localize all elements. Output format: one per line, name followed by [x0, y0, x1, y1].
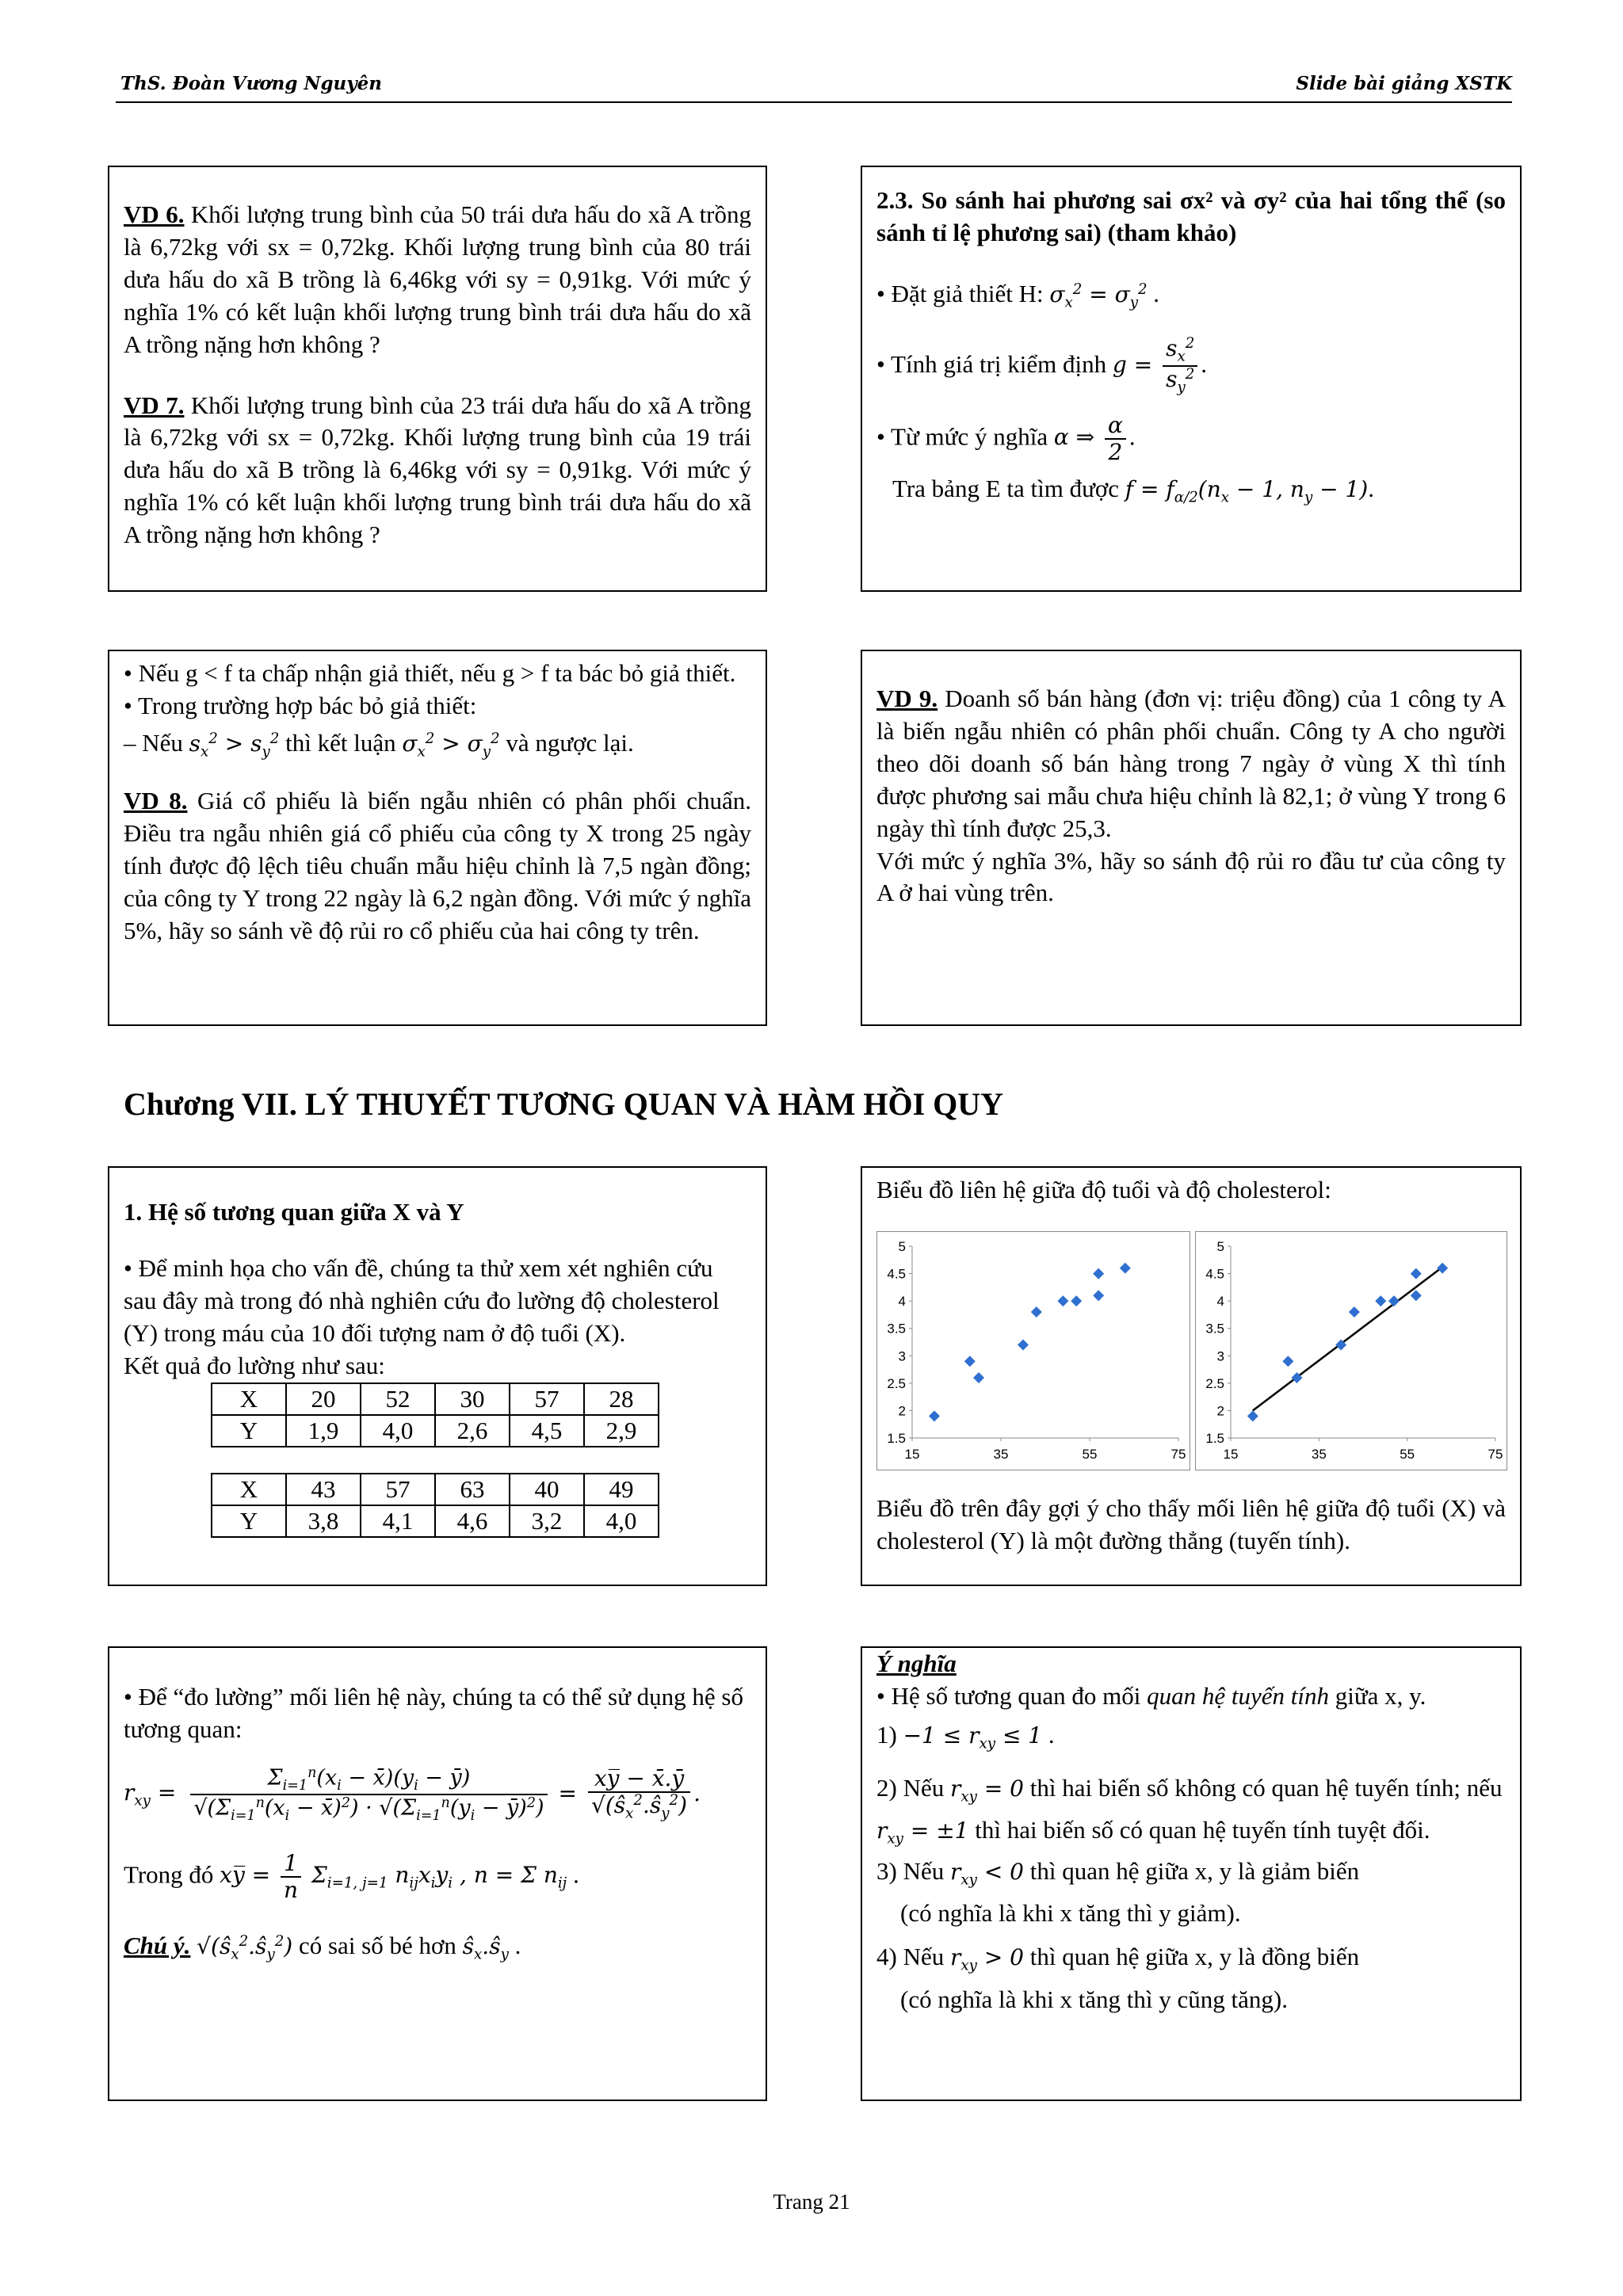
- y-tick-label: 1.5: [887, 1431, 906, 1446]
- r-zero-formula: $r_{xy} = 0$: [949, 1775, 1024, 1806]
- data-point: [1018, 1339, 1029, 1350]
- y-tick-label: 3.5: [887, 1321, 906, 1337]
- correlation-fraction: $\frac{\Sigma_{i=1}^n(x_i - x̄)(y_i - ȳ)}{√(\Sigma_{i=1}^n(x_i - x̄)^2) \cdot √(\Sigma_{i=1}^n(y_i - ȳ)^2)}$: [190, 1765, 547, 1824]
- x-tick-label: 75: [1487, 1447, 1503, 1462]
- vd6-text: Khối lượng trung bình của 50 trái dưa hấu do xã A trồng là 6,72kg với sx = 0,72kg. Khối lượng trung bình của 80 trái dưa hấu do xã B trồng là 6,46kg với sy = 0,91kg. Với mức ý nghĩa 1% có kết luận khối lượng trung bình trái dưa hấu do xã A trồng nặng hơn không ?: [124, 200, 752, 358]
- box-correlation-formula: [108, 1646, 767, 2101]
- vd9-label: VD 9.: [876, 685, 938, 712]
- table-cell: 4,6: [435, 1505, 510, 1537]
- meaning-l1a: • Hệ số tương quan đo mối: [876, 1681, 1148, 1710]
- box-meaning: [861, 1646, 1522, 2101]
- scatter-chart-1-frame: [876, 1231, 1190, 1470]
- table-cell: 4,5: [510, 1415, 584, 1447]
- data-point: [1247, 1410, 1258, 1421]
- data-point: [1375, 1295, 1386, 1306]
- vd9-paragraph: [876, 683, 1506, 845]
- x-tick-label: 75: [1170, 1447, 1186, 1462]
- alpha-label: • Từ mức ý nghĩa: [876, 422, 1048, 451]
- meaning-line-4b: (có nghĩa là khi x tăng thì y giảm).: [900, 1899, 1241, 1928]
- reject-conclusion: [124, 727, 751, 761]
- meaning-line-4: [876, 1855, 1506, 1890]
- data-point: [973, 1372, 984, 1383]
- y-tick-label: 1.5: [1205, 1431, 1224, 1446]
- meaning-l1c: giữa x, y.: [1328, 1681, 1426, 1710]
- data-point: [1349, 1306, 1360, 1318]
- data-point: [1411, 1290, 1422, 1301]
- r-one-formula: $r_{xy} = \pm 1$: [876, 1817, 969, 1847]
- r-positive-formula: $r_{xy} > 0$: [949, 1944, 1024, 1974]
- vd7-label: VD 7.: [124, 391, 185, 419]
- data-point: [1120, 1263, 1131, 1274]
- table-cell: 57: [510, 1383, 584, 1415]
- vd7-paragraph: [124, 390, 751, 552]
- mean-xy-formula: xy̅ = $\frac{1}{n}$ $\Sigma_{i=1, j=1}$ $n_{ij}x_iy_i$ , n = Σ $n_{ij}$: [220, 1849, 567, 1903]
- data-point: [1031, 1306, 1042, 1318]
- meaning-title: Ý nghĩa: [876, 1650, 957, 1677]
- table-cell: 40: [510, 1474, 584, 1505]
- data-table-1: [211, 1383, 659, 1447]
- table-row: [212, 1505, 659, 1537]
- data-point: [1411, 1268, 1422, 1280]
- box-variance-comparison: [861, 166, 1522, 592]
- decision-rule: • Nếu g < f ta chấp nhận giả thiết, nếu g > f ta bác bỏ giả thiết.: [124, 659, 736, 687]
- meaning-l3b: thì hai biến số không có quan hệ tuyến tính; nếu: [1029, 1774, 1503, 1802]
- where-label: Trong đó: [124, 1860, 214, 1889]
- box-vd9: [861, 650, 1522, 1026]
- alpha-formula: α ⇒ $\frac{\alpha}{2}$: [1054, 424, 1129, 450]
- intro-paragraph: • Để minh họa cho vấn đề, chúng ta thử xem xét nghiên cứu sau đây mà trong đó nhà nghiên cứu đo lường độ cholesterol (Y) trong máu của 10 đối tượng nam ở độ tuổi (X).: [124, 1253, 720, 1347]
- box-vd6-vd7: [108, 166, 767, 592]
- r-negative-formula: $r_{xy} < 0$: [949, 1858, 1024, 1889]
- y-tick-label: 2: [898, 1403, 906, 1419]
- data-point: [1388, 1295, 1400, 1306]
- note-label: Chú ý.: [124, 1932, 191, 1960]
- table-cell: 49: [584, 1474, 659, 1505]
- meaning-l1b: quan hệ tuyến tính: [1147, 1681, 1329, 1710]
- vd9-text: Doanh số bán hàng (đơn vị: triệu đồng) của 1 công ty A là biến ngẫu nhiên có phân phối chuẩn. Công ty A cho người theo dõi doanh số bán hàng trong 7 ngày ở vùng X thì tính được phương sai mẫu chưa hiệu chỉnh là 82,1; ở vùng Y trong 6 ngày thì tính được 25,3.: [876, 685, 1506, 842]
- table-cell: 2,9: [584, 1415, 659, 1447]
- table-cell: 30: [435, 1383, 510, 1415]
- y-tick-label: 4.5: [887, 1266, 906, 1282]
- scatter-chart-2: [1196, 1232, 1507, 1470]
- data-point: [1282, 1356, 1293, 1367]
- table-e-label: Tra bảng E ta tìm được: [892, 475, 1120, 503]
- vd8-text: Giá cổ phiếu là biến ngẫu nhiên có phân phối chuẩn. Điều tra ngẫu nhiên giá cổ phiếu của công ty X trong 25 ngày tính được độ lệch tiêu chuẩn mẫu hiệu chỉnh là 7,5 ngàn đồng; của công ty Y trong 22 ngày là 6,2 ngàn đồng. Với mức ý nghĩa 5%, hãy so sánh về độ rủi ro cổ phiếu của hai công ty trên.: [124, 787, 751, 944]
- chart-caption-bottom: Biểu đồ trên đây gợi ý cho thấy mối liên hệ giữa độ tuổi (X) và cholesterol (Y) là một đường thẳng (tuyến tính).: [876, 1494, 1506, 1554]
- meaning-l4b: thì quan hệ giữa x, y là giảm biến: [1029, 1856, 1360, 1885]
- correlation-formula: $r_{xy}$ = $\frac{\Sigma_{i=1}^n(x_i - x̄)(y_i - ȳ)}{√(\Sigma_{i=1}^n(x_i - x̄)^2) \cdot √(\Sigma_{i=1}^n(y_i - ȳ)^2)}$ = $\frac{xy̅ - x̄.ȳ}{√(ŝ_x^2.ŝ_y^2)}$ .: [124, 1764, 701, 1824]
- table-cell: 4,0: [584, 1505, 659, 1537]
- meaning-line-5: [876, 1941, 1506, 1975]
- data-point: [1071, 1295, 1082, 1306]
- vd8-label: VD 8.: [124, 787, 188, 815]
- table-cell: Y: [212, 1415, 286, 1447]
- data-point: [929, 1410, 940, 1421]
- meaning-line-1: [876, 1680, 1506, 1713]
- meaning-l2-label: 1): [876, 1720, 897, 1749]
- page-number: Trang 21: [773, 2190, 850, 2214]
- meaning-l3a: 2) Nếu: [876, 1774, 945, 1802]
- note-product: $ŝ_x.ŝ_y$: [462, 1933, 509, 1963]
- vice-versa-label: và ngược lại.: [506, 728, 634, 757]
- y-tick-label: 4: [1216, 1294, 1224, 1310]
- y-tick-label: 5: [898, 1239, 906, 1254]
- hypothesis-label: • Đặt giả thiết H:: [876, 279, 1044, 307]
- x-tick-label: 35: [993, 1447, 1009, 1462]
- sample-variance-inequality: $s_x^2 > s_y^2$: [189, 730, 280, 761]
- statistic-formula: g = $\frac{s_x^2}{s_y^2}$: [1113, 352, 1201, 378]
- table-cell: 1,9: [286, 1415, 361, 1447]
- if-label: – Nếu: [124, 728, 183, 757]
- y-tick-label: 3.5: [1205, 1321, 1224, 1337]
- table-cell: 28: [584, 1383, 659, 1415]
- vd6-paragraph: [124, 199, 751, 361]
- hypothesis-formula: $\sigma_x^2 = \sigma_y^2$: [1049, 280, 1148, 311]
- table-cell: X: [212, 1383, 286, 1415]
- table-e-line: Tra bảng E ta tìm được $f = f_{\alpha/2}(n_x - 1$, $n_y - 1$).: [892, 475, 1374, 506]
- note-line: Chú ý. $√(ŝ_x^2.ŝ_y^2)$ có sai số bé hơn $ŝ_x.ŝ_y$ .: [124, 1932, 521, 1963]
- statistic-line: • Tính giá trị kiểm định g = $\frac{s_x^2}{s_y^2}$ .: [876, 335, 1208, 396]
- box-correlation-intro: [108, 1166, 767, 1586]
- meaning-l4a: 3) Nếu: [876, 1856, 945, 1885]
- result-label: Kết quả đo lường như sau:: [124, 1351, 385, 1379]
- table-cell: 3,8: [286, 1505, 361, 1537]
- chapter-title: Chương VII. LÝ THUYẾT TƯƠNG QUAN VÀ HÀM HỒI QUY: [124, 1086, 1004, 1122]
- hypothesis-line: • Đặt giả thiết H: $\sigma_x^2 = \sigma_y^2$ .: [876, 279, 1160, 311]
- scatter-chart-2-frame: [1195, 1231, 1507, 1470]
- y-tick-label: 2.5: [1205, 1375, 1224, 1391]
- x-tick-label: 15: [904, 1447, 920, 1462]
- y-tick-label: 2.5: [887, 1375, 906, 1391]
- vd6-label: VD 6.: [124, 200, 185, 228]
- vd9-question: Với mức ý nghĩa 3%, hãy so sánh độ rủi ro đầu tư của công ty A ở hai vùng trên.: [876, 846, 1506, 907]
- section-heading: 1. Hệ số tương quan giữa X và Y: [124, 1198, 464, 1226]
- data-point: [1093, 1290, 1104, 1301]
- note-text: có sai số bé hơn: [298, 1932, 456, 1960]
- meaning-line-3: [876, 1768, 1506, 1851]
- reject-case: • Trong trường hợp bác bỏ giả thiết:: [124, 691, 477, 719]
- trendline: [1253, 1267, 1442, 1410]
- meaning-line-5b: (có nghĩa là khi x tăng thì y cũng tăng).: [900, 1985, 1288, 2013]
- y-tick-label: 5: [1216, 1239, 1224, 1254]
- alpha-line: • Từ mức ý nghĩa α ⇒ $\frac{\alpha}{2}$ .: [876, 411, 1136, 465]
- data-point: [1057, 1295, 1068, 1306]
- table-cell: 2,6: [435, 1415, 510, 1447]
- correlation-fraction-short: $\frac{xy̅ - x̄.ȳ}{√(ŝ_x^2.ŝ_y^2)}$: [588, 1766, 690, 1822]
- meaning-l5a: 4) Nếu: [876, 1943, 945, 1971]
- note-formula: $√(ŝ_x^2.ŝ_y^2)$: [197, 1933, 293, 1963]
- chart-caption-top: Biểu đồ liên hệ giữa độ tuổi và độ cholesterol:: [876, 1176, 1331, 1203]
- meaning-l5b: thì quan hệ giữa x, y là đồng biến: [1029, 1943, 1360, 1971]
- meaning-line-2: $1) -1 \le r_{xy} \le 1$ .: [876, 1720, 1055, 1753]
- y-tick-label: 4: [898, 1294, 906, 1310]
- vd7-text: Khối lượng trung bình của 23 trái dưa hấu do xã A trồng là 6,72kg với sx = 0,72kg. Khối lượng trung bình của 19 trái dưa hấu do xã B trồng là 6,46kg với sy = 0,91kg. Với mức ý nghĩa 1% có kết luận khối lượng trung bình trái dưa hấu do xã A trồng nặng hơn không ?: [124, 391, 752, 549]
- table-cell: 4,1: [361, 1505, 435, 1537]
- data-point: [1093, 1268, 1104, 1280]
- table-row: [212, 1474, 659, 1505]
- mean-xy-definition: Trong đó xy̅ = $\frac{1}{n}$ $\Sigma_{i=1, j=1}$ $n_{ij}x_iy_i$ , n = Σ $n_{ij}$ .: [124, 1849, 579, 1903]
- x-tick-label: 35: [1311, 1447, 1327, 1462]
- table-cell: 43: [286, 1474, 361, 1505]
- meaning-l3c: thì hai biến số có quan hệ tuyến tính tuyệt đối.: [975, 1815, 1430, 1844]
- measure-intro: • Để “đo lường” mối liên hệ này, chúng ta có thể sử dụng hệ số tương quan:: [124, 1683, 743, 1743]
- table-cell: 63: [435, 1474, 510, 1505]
- table-cell: 20: [286, 1383, 361, 1415]
- table-cell: 3,2: [510, 1505, 584, 1537]
- then-label: thì kết luận: [285, 728, 396, 757]
- data-point: [1437, 1263, 1448, 1274]
- y-tick-label: 2: [1216, 1403, 1224, 1419]
- table-cell: X: [212, 1474, 286, 1505]
- range-formula: $-1 \le r_{xy} \le 1$: [903, 1722, 1043, 1753]
- header-course: Slide bài giảng XSTK: [1296, 73, 1512, 94]
- population-variance-inequality: $\sigma_x^2 > \sigma_y^2$: [402, 730, 500, 761]
- data-table-2: [211, 1473, 659, 1538]
- scatter-chart-1: [877, 1232, 1190, 1470]
- y-tick-label: 4.5: [1205, 1266, 1224, 1282]
- x-tick-label: 15: [1223, 1447, 1239, 1462]
- y-tick-label: 3: [898, 1348, 906, 1364]
- variance-title: 2.3. So sánh hai phương sai σx² và σy² của hai tổng thể (so sánh tỉ lệ phương sai) (tham khảo): [876, 186, 1506, 246]
- x-tick-label: 55: [1400, 1447, 1415, 1462]
- box-scatter-charts: [861, 1166, 1522, 1586]
- header-rule: [116, 101, 1512, 103]
- critical-value-formula: $f = f_{\alpha/2}(n_x - 1$, $n_y - 1$): [1125, 476, 1369, 506]
- data-point: [964, 1356, 976, 1367]
- table-cell: 57: [361, 1474, 435, 1505]
- table-row: [212, 1415, 659, 1447]
- table-cell: Y: [212, 1505, 286, 1537]
- statistic-label: • Tính giá trị kiểm định: [876, 349, 1107, 378]
- x-tick-label: 55: [1082, 1447, 1098, 1462]
- table-cell: 4,0: [361, 1415, 435, 1447]
- y-tick-label: 3: [1216, 1348, 1224, 1364]
- vd8-paragraph: [124, 785, 751, 948]
- table-cell: 52: [361, 1383, 435, 1415]
- table-row: [212, 1383, 659, 1415]
- box-decision-vd8: [108, 650, 767, 1026]
- header-author: ThS. Đoàn Vương Nguyên: [120, 73, 382, 94]
